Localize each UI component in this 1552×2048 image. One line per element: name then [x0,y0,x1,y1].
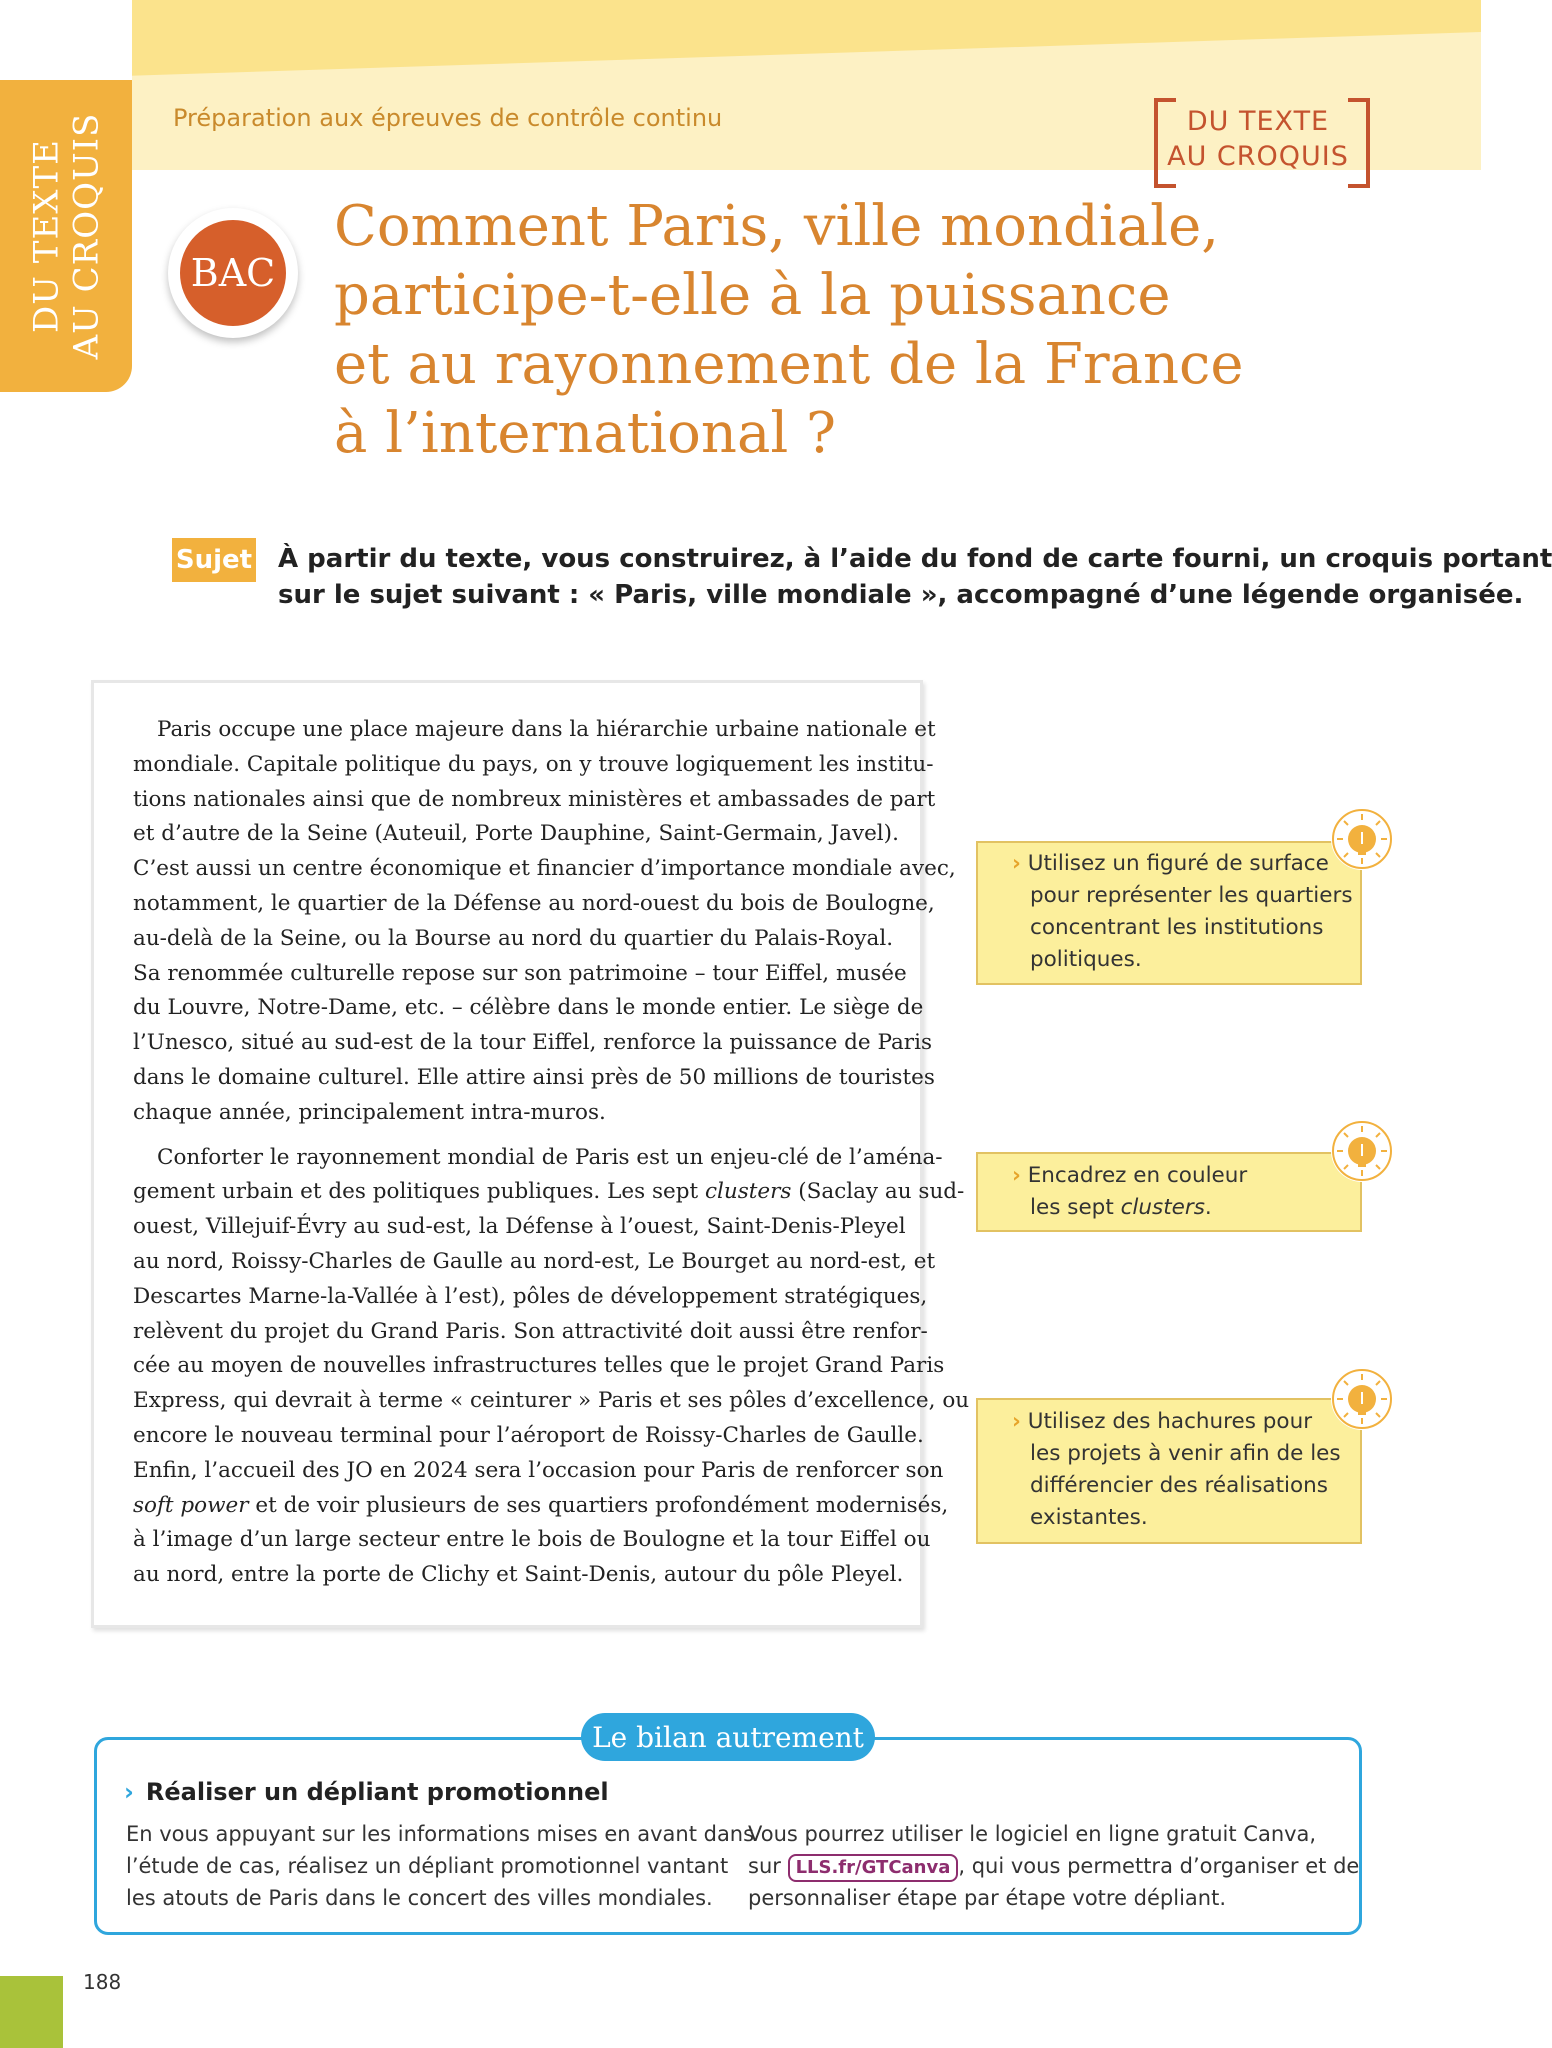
tip-line: différencier des réalisations [1030,1473,1328,1498]
title-line: Comment Paris, ville mondiale, [334,194,1220,259]
document-text [133,713,970,1593]
tip-line [1012,848,1342,880]
bilan-title: Le bilan autrement [581,1713,875,1761]
side-tab-line2: AU CROQUIS [66,112,107,360]
text-line: notamment, le quartier de la Défense au nord-ouest du bois de Boulogne, [133,890,935,916]
tip-line: pour représenter les quartiers [1030,883,1353,908]
text-segment: et de voir plusieurs de ses quartiers profondément modernisés, [248,1492,949,1518]
text-line: C’est aussi un centre économique et financier d’importance mondiale avec, [133,856,956,882]
text-line: et d’autre de la Seine (Auteuil, Porte Dauphine, Saint-Germain, Javel). [133,821,899,847]
stamp-line2: AU CROQUIS [1167,141,1349,172]
text-line: encore le nouveau terminal pour l’aéroport de Roissy-Charles de Gaulle. [133,1422,924,1448]
chevron-right-icon: › [1012,851,1021,876]
chevron-right-icon: › [1012,1409,1021,1434]
chevron-right-icon: › [1012,1163,1021,1188]
bilan-heading [124,1778,609,1806]
text-line: au nord, entre la porte de Clichy et Saint-Denis, autour du pôle Pleyel. [133,1562,904,1588]
paragraph-1 [133,713,956,1131]
top-left-blank [0,0,132,80]
tip-line: concentrant les institutions [1030,915,1324,940]
chevron-right-icon: › [124,1778,134,1806]
sujet-text [278,541,1552,613]
bilan-line: l’étude de cas, réalisez un dépliant promotionnel vantant [126,1854,729,1878]
text-italic: soft power [133,1492,249,1518]
sujet-line: sur le sujet suivant : « Paris, ville mondiale », accompagné d’une légende organisée. [278,580,1524,610]
text-line: Conforter le rayonnement mondial de Paris est un enjeu-clé de l’aména- [157,1144,943,1170]
tip-line [1012,1406,1342,1438]
text-line: Paris occupe une place majeure dans la hiérarchie urbaine nationale et [157,717,936,742]
preparation-label: Préparation aux épreuves de contrôle continu [173,104,723,132]
text-line: chaque année, principalement intra-muros. [133,1099,606,1125]
text-line [133,1489,949,1524]
text-line: Descartes Marne-la-Vallée à l’est), pôles de développement stratégiques, [133,1283,928,1309]
tip-text: Utilisez un figuré de surface [1027,851,1329,876]
side-tab-label [0,80,132,392]
canva-link[interactable]: LLS.fr/GTCanva [788,1854,959,1882]
text-line: mondiale. Capitale politique du pays, on y trouve logiquement les institu- [133,751,934,777]
tip-line: existantes. [1030,1505,1148,1530]
title-line: et au rayonnement de la France [334,332,1244,397]
stamp [1154,104,1362,174]
text-line: Express, qui devrait à terme « ceinturer » Paris et ses pôles d’excellence, ou [133,1388,970,1414]
text-segment: gement urbain et des politiques publiques. Les sept [133,1179,705,1205]
tip-line: politiques. [1030,947,1142,972]
bilan-line: Vous pourrez utiliser le logiciel en ligne gratuit Canva, [748,1822,1317,1846]
side-tab-line1: DU TEXTE [26,139,67,333]
tip-text-2 [1012,1160,1342,1224]
tip-line [1012,1160,1342,1192]
sujet-tag: Sujet [172,538,256,582]
text-line: du Louvre, Notre-Dame, etc. – célèbre dans le monde entier. Le siège de [133,995,924,1021]
text-line: Enfin, l’accueil des JO en 2024 sera l’occasion pour Paris de renforcer son [133,1457,944,1483]
text-line: ouest, Villejuif-Évry au sud-est, la Défense à l’ouest, Saint-Denis-Pleyel [133,1214,906,1240]
bilan-line: personnaliser étape par étape votre dépliant. [748,1886,1227,1910]
text-line: dans le domaine culturel. Elle attire ainsi près de 50 millions de touristes [133,1064,935,1090]
stamp-line1: DU TEXTE [1186,106,1330,137]
title-line: participe-t-elle à la puissance [334,263,1171,328]
paragraph-2 [133,1141,970,1593]
tip-line [1012,1192,1342,1224]
sujet-line: À partir du texte, vous construirez, à l’aide du fond de carte fourni, un croquis portant [278,544,1552,574]
text-line: Sa renommée culturelle repose sur son patrimoine – tour Eiffel, musée [133,960,907,986]
bilan-line: les atouts de Paris dans le concert des villes mondiales. [126,1886,713,1910]
text-line: l’Unesco, situé au sud-est de la tour Eiffel, renforce la puissance de Paris [133,1030,932,1056]
text-line: tions nationales ainsi que de nombreux ministères et ambassades de part [133,786,936,812]
text-line: relèvent du projet du Grand Paris. Son attractivité doit aussi être renfor- [133,1318,928,1344]
bilan-column-2 [748,1818,1360,1914]
text-line: cée au moyen de nouvelles infrastructures telles que le projet Grand Paris [133,1353,945,1379]
tip-text-1 [1012,848,1353,976]
text-italic: clusters [704,1179,792,1205]
tip-text: Utilisez des hachures pour [1027,1409,1313,1434]
bilan-text: , qui vous permettra d’organiser et de [958,1854,1360,1878]
tip-text: . [1204,1195,1212,1220]
bilan-line [748,1850,1360,1882]
tip-text: Encadrez en couleur [1027,1163,1248,1188]
bilan-column-1 [126,1818,755,1914]
bilan-heading-text: Réaliser un dépliant promotionnel [145,1778,609,1806]
tip-text: les sept [1030,1195,1121,1220]
tip-text-3 [1012,1406,1342,1534]
page-number: 188 [83,1970,122,1994]
tip-line: les projets à venir afin de les [1030,1441,1341,1466]
page-title [334,192,1414,468]
tip-italic: clusters [1120,1195,1205,1220]
bac-badge: BAC [178,218,288,328]
title-line: à l’international ? [334,401,837,466]
text-line [133,1175,965,1210]
bilan-text: sur [748,1854,788,1878]
text-line: au-delà de la Seine, ou la Bourse au nord du quartier du Palais-Royal. [133,925,894,951]
bilan-line: En vous appuyant sur les informations mises en avant dans [126,1822,755,1846]
footer-marker [0,1976,63,2048]
text-line: au nord, Roissy-Charles de Gaulle au nord-est, Le Bourget au nord-est, et [133,1248,936,1274]
text-segment: (Saclay au sud- [791,1179,965,1205]
text-line: à l’image d’un large secteur entre le bois de Boulogne et la tour Eiffel ou [133,1527,931,1553]
